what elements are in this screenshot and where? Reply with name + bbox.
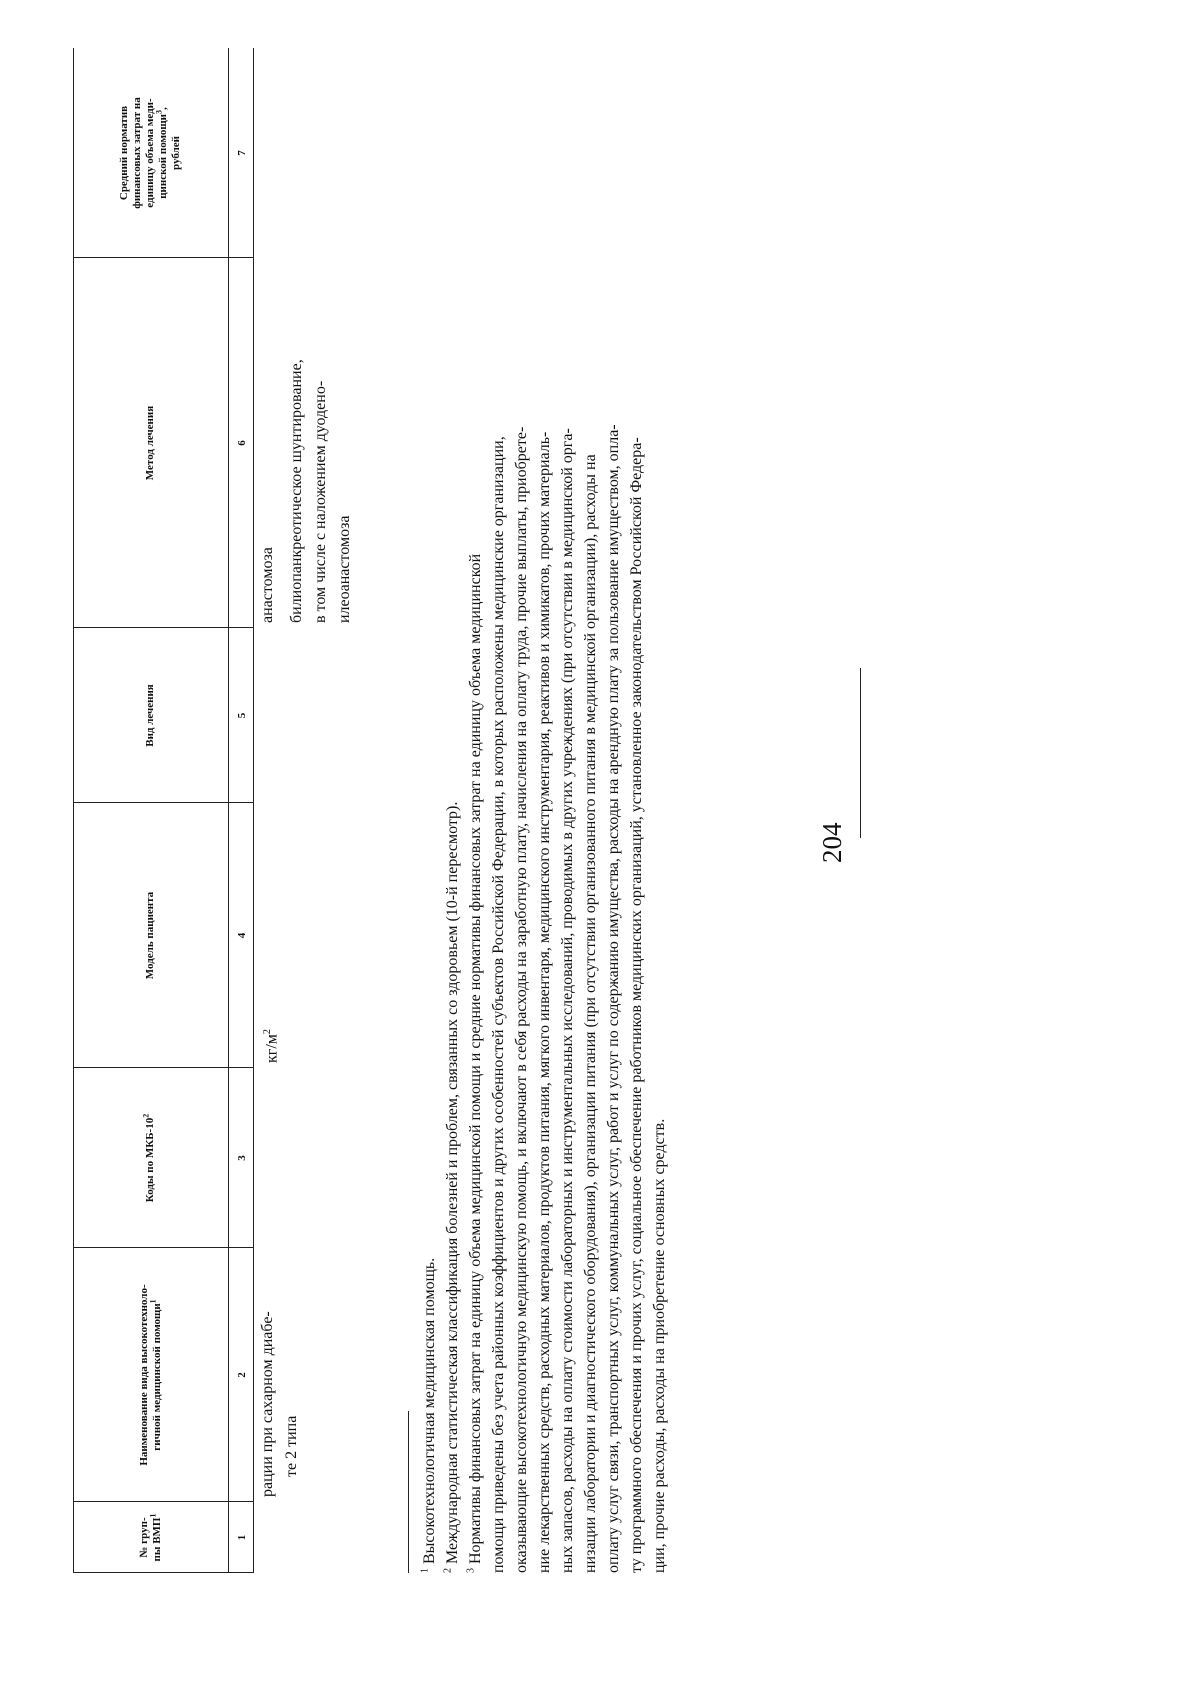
footnote-rule xyxy=(408,1411,409,1573)
footnote-3-line: оказывающие высокотехнологичную медицинскую помощь, и включают в себя расходы на заработную плату, начисления на оплату труда, прочие выплаты, приобрете- xyxy=(513,426,530,1573)
end-separator-line xyxy=(860,668,861,838)
col-number-7: 7 xyxy=(236,150,248,156)
footnote-3-line: ту программного обеспечения и прочих услуг, социальное обеспечение работников медицинских организаций, установленное законодательством Российской Федера- xyxy=(628,437,645,1573)
header-bottom-rule xyxy=(228,48,229,1573)
page-number: 204 xyxy=(817,822,847,863)
col-number-3: 3 xyxy=(236,1155,248,1161)
col-number-5: 5 xyxy=(236,712,248,719)
number-row-bottom-rule xyxy=(253,48,254,1573)
header-treatment-method: Метод лечения xyxy=(144,405,156,481)
header-average-cost: Средний норматив финансовых затрат на единицу объема меди- цинской помощи$^3$, рублей xyxy=(118,97,182,209)
col-number-4: 4 xyxy=(236,932,248,939)
footnote-3-line: оплату услуг связи, транспортных услуг, коммунальных услуг, работ и услуг по содержанию имущества, расходы на арендную плату за пользование имуществом, опла- xyxy=(605,424,622,1573)
treatment-method-line-a: анастомоза xyxy=(259,547,276,623)
vmp-name-cell: рации при сахарном диабе- те 2 типа xyxy=(259,1311,300,1497)
treatment-method-cell: билиопанкреотическое шунтирование, в том числе с наложением дуодено- илеоанастомоза xyxy=(288,359,353,623)
footnote-3-line: ции, прочие расходы, расходы на приобретение основных средств. xyxy=(651,1118,668,1573)
footnote-3: $^3$ Нормативы финансовых затрат на единицу объема медицинской помощи и средние нормативы финансовых затрат на единицу объема медицинской xyxy=(465,553,484,1573)
header-treatment-type: Вид лечения xyxy=(144,684,156,747)
header-patient-model: Модель пациента xyxy=(144,891,156,980)
footnote-2: $^2$ Международная статистическая классификация болезней и проблем, связанных со здоровьем (10-й пересмотр). xyxy=(442,801,461,1573)
footnote-3-line: ние лекарственных средств, расходных материалов, продуктов питания, мягкого инвентаря, медицинского инструментария, реактивов и химикатов, прочих материаль- xyxy=(536,431,553,1573)
header-icd-codes: Коды по МКБ-$10^2$ xyxy=(141,1113,156,1203)
header-group-number: № груп- пы ВМП$^1$ xyxy=(137,1513,163,1562)
patient-model-unit: $кг/м^2$ xyxy=(262,1029,281,1063)
footnote-1: $^1$ Высокотехнологичная медицинская помощь. xyxy=(419,1257,438,1573)
col-number-1: 1 xyxy=(236,1534,248,1541)
footnote-3-line: ных запасов, расходы на оплату стоимости лабораторных и инструментальных исследований, проводимых в других учреждениях (при отсутствии в медицинской орга- xyxy=(559,428,576,1573)
col-number-6: 6 xyxy=(236,440,248,446)
footnotes xyxy=(418,48,671,1573)
col-number-2: 2 xyxy=(236,1372,248,1378)
header-vmp-name: Наименование вида высокотехноло- гичной медицинской помощи$^1$ xyxy=(137,1284,163,1466)
footnote-3-line: низации лаборатории и диагностического оборудования), организации питания (при отсутствии организованного питания в медицинской организации), расходы на xyxy=(582,454,599,1573)
footnote-3-line: помощи приведены без учета районных коэффициентов и других особенностей субъектов Российской Федерации, в которых расположены медицинские организации, xyxy=(490,436,507,1573)
